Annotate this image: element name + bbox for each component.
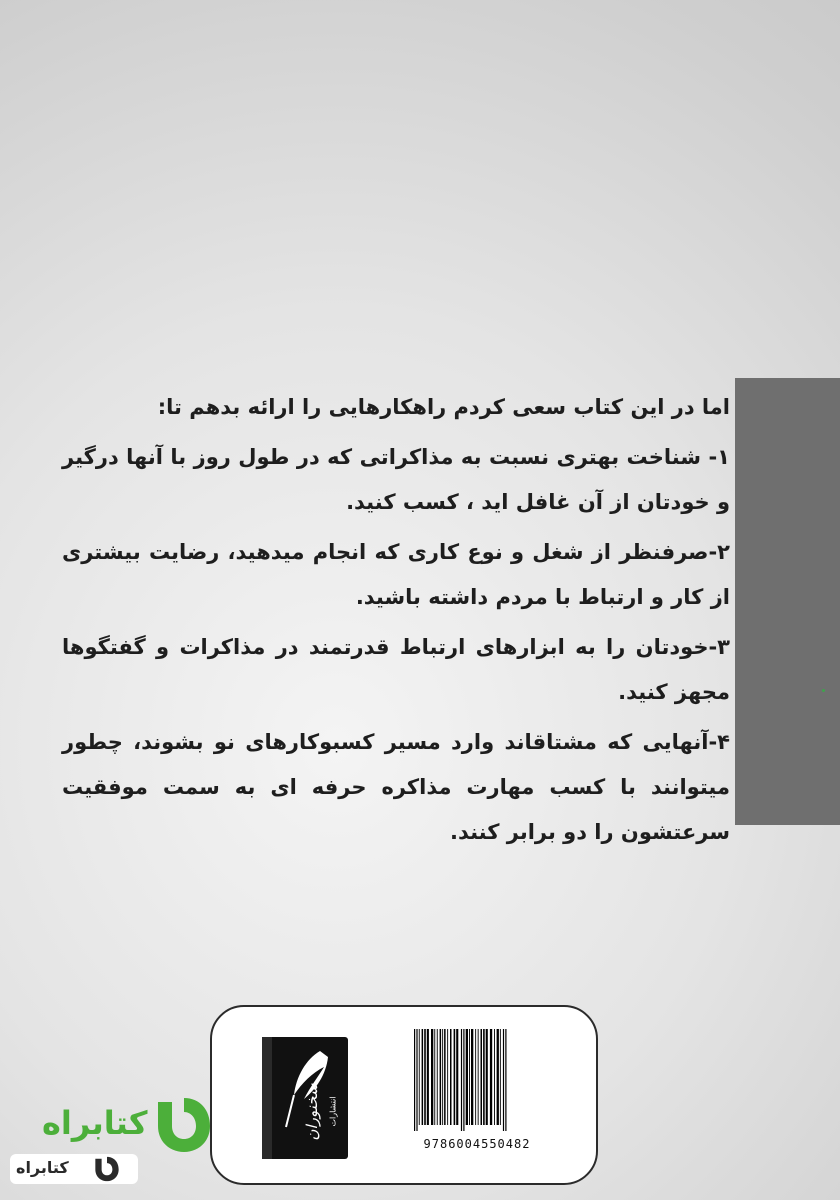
- barcode-bar: [442, 1029, 443, 1125]
- side-dot: [822, 689, 825, 692]
- publisher-logo: [262, 1037, 348, 1159]
- watermark-brand-small: کتابراه: [16, 1158, 69, 1177]
- barcode-bar: [469, 1029, 470, 1125]
- barcode-bar: [419, 1029, 420, 1125]
- barcode-bar: [483, 1029, 485, 1125]
- barcode-bar: [490, 1029, 492, 1125]
- barcode-bar: [481, 1029, 483, 1125]
- barcode-bar: [466, 1029, 468, 1125]
- barcode-bar: [478, 1029, 479, 1125]
- barcode-bar: [422, 1029, 424, 1125]
- barcode-bar: [434, 1029, 435, 1125]
- publisher-barcode-box: [210, 1005, 598, 1185]
- barcode-bar: [471, 1029, 473, 1125]
- ketabrah-logo-icon: [156, 1096, 212, 1154]
- barcode-bar: [437, 1029, 438, 1125]
- barcode-bar: [500, 1029, 501, 1125]
- ketabrah-watermark: [10, 1090, 210, 1190]
- barcode-bar: [424, 1029, 426, 1125]
- point-1: ۱- شناخت بهتری نسبت به مذاکراتی که در طول روز با آنها درگیر و خودتان از آن غافل اید ، کسب کنید.: [62, 445, 730, 514]
- barcode-bar: [444, 1029, 446, 1125]
- watermark-small-badge: [10, 1154, 138, 1184]
- ketabrah-small-icon: [94, 1156, 120, 1182]
- barcode-bar: [416, 1029, 417, 1131]
- barcode-bar: [505, 1029, 506, 1131]
- barcode-bar: [450, 1029, 452, 1125]
- barcode-bar: [440, 1029, 442, 1125]
- point-2: ۲-صرفنظر از شغل و نوع کاری که انجام میدهید، رضایت بیشتری از کار و ارتباط با مردم داشته باشید.: [62, 540, 730, 609]
- point-3: ۳-خودتان را به ابزارهای ارتباط قدرتمند در مذاکرات و گفتگوها مجهز کنید.: [62, 635, 730, 704]
- publisher-label: انتشارات: [328, 1096, 338, 1127]
- watermark-brand-large: کتابراه: [42, 1104, 148, 1142]
- barcode-bar: [456, 1029, 458, 1125]
- barcode-bar: [447, 1029, 448, 1125]
- point-4: ۴-آنهایی که مشتاقاند وارد مسیر کسبوکارهای نو بشوند، چطور میتوانند با کسب مهارت مذاکره حرفه ای به سمت موفقیت سرعتشون را دو برابر کنند.: [62, 730, 730, 844]
- barcode-image: [410, 1029, 542, 1131]
- barcode-bar: [454, 1029, 456, 1125]
- barcode-bar: [486, 1029, 488, 1125]
- barcode-bar: [461, 1029, 462, 1131]
- intro-paragraph: اما در این کتاب سعی کردم راهکارهایی را ارائه بدهم تا:: [157, 395, 730, 419]
- barcode-bar: [497, 1029, 499, 1125]
- barcode-bar: [475, 1029, 476, 1125]
- barcode-bar: [427, 1029, 429, 1125]
- barcode-bar: [494, 1029, 495, 1125]
- barcode-bar: [463, 1029, 464, 1131]
- publisher-name: سخنوران: [303, 1083, 321, 1141]
- barcode-bar: [503, 1029, 504, 1131]
- barcode-bar: [414, 1029, 415, 1131]
- barcode-number: 9786004550482: [423, 1137, 531, 1151]
- barcode-bar: [431, 1029, 433, 1125]
- back-cover-text: [62, 385, 730, 860]
- side-color-band: [735, 378, 840, 825]
